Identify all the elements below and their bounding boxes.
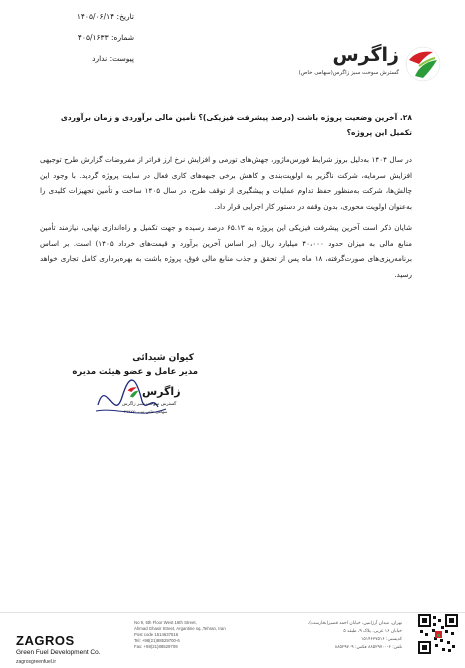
address-fa-line: تهران، میدان آرژانتین، خیابان احمد قصیر(بخارست)، [307, 621, 402, 626]
signer-name: کیوان شیدائی [132, 353, 194, 363]
footer-address-fa [262, 620, 402, 652]
number-label: شماره: [111, 33, 134, 42]
logo-subtitle: گسترش سوخت سبز زاگرس(سهامی خاص) [298, 70, 399, 76]
attachment-label: پیوست: [109, 54, 134, 63]
letter-meta [14, 10, 134, 65]
address-en-line: Tel: +98(21)88529700-6 [134, 638, 180, 643]
address-fa-line: خیابان ۱۶ غربی، پلاک ۹، طبقه ۵ [343, 629, 402, 634]
logo-wordmark: زاگرس [332, 44, 399, 66]
qr-code-icon [418, 614, 458, 654]
date-value: ۱۴۰۵/۰۶/۱۴ [76, 12, 115, 21]
signer-title: مدیر عامل و عضو هیئت مدیره [72, 367, 198, 377]
address-fa-line: کدپستی: ۱۵۱۴۶۳۷۵۱۶ [361, 637, 402, 642]
footer-website[interactable]: zagrosgreenfuel.ir [16, 659, 57, 665]
signature-block [72, 353, 202, 425]
question-heading: ۲۸. آخرین وضعیت پروژه باشت (درصد پیشرفت فیزیکی)؟ تأمین مالی برآوردی و زمان برآوردی تکمیل این پروژه؟ [60, 113, 412, 137]
date-label: تاریخ: [116, 12, 134, 21]
logo-mark-icon [405, 46, 441, 82]
letter-body [40, 110, 412, 282]
attachment-value: ندارد [92, 54, 108, 63]
paragraph-1: در سال ۱۴۰۴ به‌دلیل بروز شرایط فورس‌ماژور، جهش‌های تورمی و افزایش نرخ ارز فراتر از مفروضات گزارش طرح توجیهی افزایش سرمایه، شرکت ناگزیر به اولویت‌بندی و کاهش برخی جبهه‌های کاری فعال در سایت پروژه گردید. با وجود این چالش‌ها، شرکت به‌منظور حفظ تداوم عملیات و پیشگیری از توقف طرح، در سال ۱۴۰۵ ساخت و تأمین تجهیزات کلیدی را به‌عنوان اولویت محوری، بدون وقفه در دستور کار اجرایی قرار داد. [40, 155, 412, 211]
footer-address-en [134, 620, 254, 650]
footer-brand-subtitle: Green Fuel Development Co. [16, 649, 101, 656]
address-en-line: Fax: +98(21)88529709 [134, 644, 178, 649]
stamp-logo-icon [126, 385, 140, 399]
footer-brand: ZAGROS [16, 633, 75, 648]
footer-divider [0, 612, 465, 613]
date-row [14, 10, 134, 23]
attachment-row [14, 52, 134, 65]
address-en-line: Ahmad Ghasir Street, Argantine sq.,Tehran, Iran [134, 626, 226, 631]
stamp-wordmark: زاگرس [142, 385, 181, 398]
address-fa-line: تلفن: ۶-۸۸۵۲۹۷۰۰ فکس: ۸۸۵۲۹۷۰۹ [334, 645, 402, 650]
address-en-line: Post code 1514637516 [134, 632, 179, 637]
number-row [14, 31, 134, 44]
stamp-line-2: سهامی خاص ثبت ۲۹۹۷۷۰ [124, 409, 168, 414]
company-logo [295, 42, 445, 92]
address-en-line: No 9, 5th Floor West 16th Street, [134, 620, 197, 625]
paragraph-2: شایان ذکر است آخرین پیشرفت فیزیکی این پروژه به ۶۵.۱۳ درصد رسیده و جهت تکمیل و راه‌اندازی نهایی، نیازمند تأمین منابع مالی به میزان حدود ۴۰،۰۰۰ میلیارد ریال (بر اساس آخرین برآورد و قیمت‌های خرداد ۱۴۰۵) است. بر اساس برنامه‌ریزی‌های صورت‌گرفته، ۱۸ ماه پس از تحقق و جذب منابع مالی فوق، پروژه باشت به بهره‌برداری کامل تجاری خواهد رسید. [40, 223, 412, 279]
number-value: ۴۰۵/۱۶۳۳ [77, 33, 109, 42]
stamp-line-1: گسترش سوخت سبز زاگرس [122, 402, 177, 407]
